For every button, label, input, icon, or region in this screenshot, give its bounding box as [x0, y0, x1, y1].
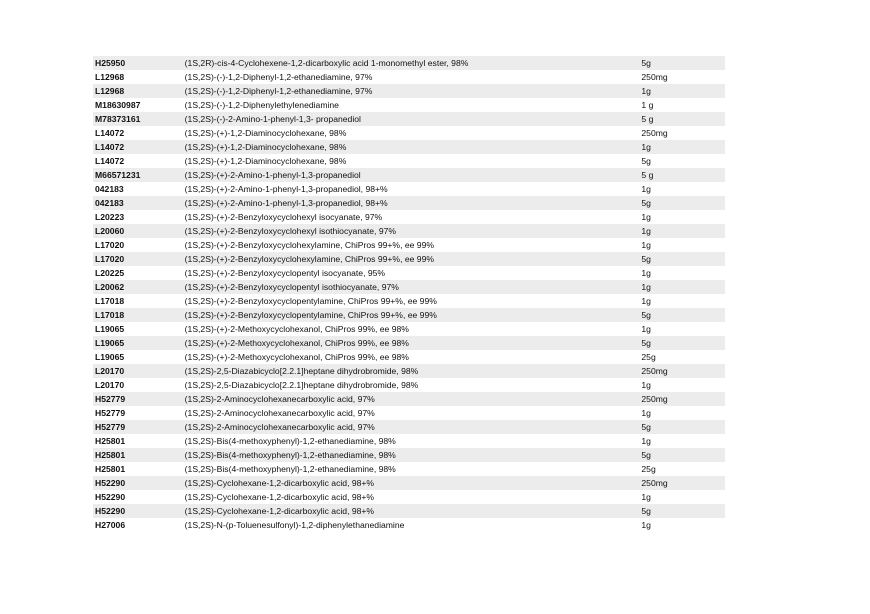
pack-size-cell: 1g [639, 490, 725, 504]
product-name-cell: (1S,2S)-2,5-Diazabicyclo[2.2.1]heptane dihydrobromide, 98% [183, 364, 640, 378]
table-row [93, 98, 725, 112]
product-code-cell: L19065 [93, 322, 183, 336]
product-name-cell: (1S,2S)-Bis(4-methoxyphenyl)-1,2-ethanediamine, 98% [183, 434, 640, 448]
product-code-cell: M18630987 [93, 98, 183, 112]
pack-size-cell: 5g [639, 448, 725, 462]
table-row [93, 308, 725, 322]
pack-size-cell: 1g [639, 210, 725, 224]
product-code-cell: L20170 [93, 378, 183, 392]
pack-size-cell: 5g [639, 336, 725, 350]
product-name-cell: (1S,2S)-(+)-2-Benzyloxycyclohexylamine, ChiPros 99+%, ee 99% [183, 238, 640, 252]
pack-size-cell: 250mg [639, 476, 725, 490]
product-code-cell: H25801 [93, 448, 183, 462]
table-row [93, 280, 725, 294]
product-name-cell: (1S,2S)-Cyclohexane-1,2-dicarboxylic acid, 98+% [183, 476, 640, 490]
pack-size-cell: 250mg [639, 126, 725, 140]
product-code-cell: L20170 [93, 364, 183, 378]
table-row [93, 322, 725, 336]
pack-size-cell: 25g [639, 462, 725, 476]
product-code-cell: L14072 [93, 140, 183, 154]
product-code-cell: H52290 [93, 476, 183, 490]
product-name-cell: (1S,2S)-(+)-2-Benzyloxycyclopentyl isocyanate, 95% [183, 266, 640, 280]
table-row [93, 448, 725, 462]
product-code-cell: L17020 [93, 238, 183, 252]
product-code-cell: L20060 [93, 224, 183, 238]
product-code-cell: L12968 [93, 70, 183, 84]
product-name-cell: (1S,2S)-(+)-2-Methoxycyclohexanol, ChiPros 99%, ee 98% [183, 322, 640, 336]
product-name-cell: (1S,2S)-2-Aminocyclohexanecarboxylic acid, 97% [183, 420, 640, 434]
product-table [93, 56, 725, 532]
table-row [93, 126, 725, 140]
product-name-cell: (1S,2S)-Bis(4-methoxyphenyl)-1,2-ethanediamine, 98% [183, 448, 640, 462]
product-name-cell: (1S,2S)-Cyclohexane-1,2-dicarboxylic acid, 98+% [183, 504, 640, 518]
product-name-cell: (1S,2S)-(+)-2-Benzyloxycyclopentylamine, ChiPros 99+%, ee 99% [183, 308, 640, 322]
product-code-cell: L17018 [93, 294, 183, 308]
pack-size-cell: 1g [639, 84, 725, 98]
product-code-cell: L17020 [93, 252, 183, 266]
table-row [93, 266, 725, 280]
product-name-cell: (1S,2S)-(+)-2-Amino-1-phenyl-1,3-propanediol [183, 168, 640, 182]
product-name-cell: (1S,2S)-(+)-2-Amino-1-phenyl-1,3-propanediol, 98+% [183, 182, 640, 196]
pack-size-cell: 5g [639, 504, 725, 518]
table-row [93, 420, 725, 434]
product-code-cell: L20225 [93, 266, 183, 280]
product-code-cell: L17018 [93, 308, 183, 322]
pack-size-cell: 25g [639, 350, 725, 364]
product-name-cell: (1S,2S)-(+)-2-Benzyloxycyclohexyl isocyanate, 97% [183, 210, 640, 224]
pack-size-cell: 5g [639, 252, 725, 266]
pack-size-cell: 5g [639, 196, 725, 210]
product-code-cell: L12968 [93, 84, 183, 98]
product-name-cell: (1S,2S)-Bis(4-methoxyphenyl)-1,2-ethanediamine, 98% [183, 462, 640, 476]
product-name-cell: (1S,2S)-(+)-2-Benzyloxycyclopentylamine, ChiPros 99+%, ee 99% [183, 294, 640, 308]
table-row [93, 182, 725, 196]
product-name-cell: (1S,2S)-(+)-2-Benzyloxycyclohexyl isothiocyanate, 97% [183, 224, 640, 238]
table-row [93, 518, 725, 532]
product-code-cell: L20223 [93, 210, 183, 224]
product-name-cell: (1S,2S)-N-(p-Toluenesulfonyl)-1,2-diphenylethanediamine [183, 518, 640, 532]
product-name-cell: (1S,2S)-Cyclohexane-1,2-dicarboxylic acid, 98+% [183, 490, 640, 504]
product-name-cell: (1S,2S)-(+)-2-Benzyloxycyclohexylamine, ChiPros 99+%, ee 99% [183, 252, 640, 266]
pack-size-cell: 1g [639, 182, 725, 196]
table-row [93, 56, 725, 70]
table-row [93, 112, 725, 126]
product-name-cell: (1S,2S)-(+)-1,2-Diaminocyclohexane, 98% [183, 126, 640, 140]
product-name-cell: (1S,2S)-2-Aminocyclohexanecarboxylic acid, 97% [183, 406, 640, 420]
table-row [93, 504, 725, 518]
product-name-cell: (1S,2S)-(-)-1,2-Diphenylethylenediamine [183, 98, 640, 112]
pack-size-cell: 1g [639, 140, 725, 154]
product-name-cell: (1S,2R)-cis-4-Cyclohexene-1,2-dicarboxylic acid 1-monomethyl ester, 98% [183, 56, 640, 70]
pack-size-cell: 1g [639, 518, 725, 532]
product-name-cell: (1S,2S)-(-)-2-Amino-1-phenyl-1,3- propanediol [183, 112, 640, 126]
product-code-cell: H27006 [93, 518, 183, 532]
product-code-cell: H52290 [93, 504, 183, 518]
pack-size-cell: 1g [639, 434, 725, 448]
table-row [93, 406, 725, 420]
pack-size-cell: 5g [639, 308, 725, 322]
pack-size-cell: 250mg [639, 364, 725, 378]
product-code-cell: H52779 [93, 406, 183, 420]
table-row [93, 154, 725, 168]
product-code-cell: L14072 [93, 126, 183, 140]
table-row [93, 224, 725, 238]
product-code-cell: H52290 [93, 490, 183, 504]
pack-size-cell: 1g [639, 378, 725, 392]
pack-size-cell: 1g [639, 322, 725, 336]
product-code-cell: H25801 [93, 462, 183, 476]
table-row [93, 84, 725, 98]
product-name-cell: (1S,2S)-2-Aminocyclohexanecarboxylic acid, 97% [183, 392, 640, 406]
product-code-cell: M66571231 [93, 168, 183, 182]
product-code-cell: H25801 [93, 434, 183, 448]
pack-size-cell: 5 g [639, 168, 725, 182]
table-row [93, 140, 725, 154]
table-row [93, 336, 725, 350]
product-name-cell: (1S,2S)-(+)-2-Methoxycyclohexanol, ChiPros 99%, ee 98% [183, 336, 640, 350]
table-row [93, 252, 725, 266]
pack-size-cell: 1g [639, 266, 725, 280]
product-code-cell: 042183 [93, 196, 183, 210]
product-code-cell: L19065 [93, 350, 183, 364]
pack-size-cell: 5g [639, 154, 725, 168]
table-row [93, 392, 725, 406]
product-code-cell: H52779 [93, 420, 183, 434]
pack-size-cell: 1 g [639, 98, 725, 112]
product-name-cell: (1S,2S)-(+)-1,2-Diaminocyclohexane, 98% [183, 154, 640, 168]
table-row [93, 168, 725, 182]
table-row [93, 364, 725, 378]
product-name-cell: (1S,2S)-(+)-2-Methoxycyclohexanol, ChiPros 99%, ee 98% [183, 350, 640, 364]
pack-size-cell: 250mg [639, 392, 725, 406]
pack-size-cell: 1g [639, 238, 725, 252]
product-code-cell: H52779 [93, 392, 183, 406]
table-row [93, 462, 725, 476]
product-name-cell: (1S,2S)-(+)-2-Amino-1-phenyl-1,3-propanediol, 98+% [183, 196, 640, 210]
pack-size-cell: 5g [639, 420, 725, 434]
table-row [93, 490, 725, 504]
table-row [93, 378, 725, 392]
product-code-cell: L14072 [93, 154, 183, 168]
product-name-cell: (1S,2S)-2,5-Diazabicyclo[2.2.1]heptane dihydrobromide, 98% [183, 378, 640, 392]
product-name-cell: (1S,2S)-(-)-1,2-Diphenyl-1,2-ethanediamine, 97% [183, 84, 640, 98]
pack-size-cell: 1g [639, 294, 725, 308]
product-name-cell: (1S,2S)-(+)-2-Benzyloxycyclopentyl isothiocyanate, 97% [183, 280, 640, 294]
table-row [93, 434, 725, 448]
product-table-body [93, 56, 725, 532]
table-row [93, 238, 725, 252]
product-code-cell: 042183 [93, 182, 183, 196]
pack-size-cell: 250mg [639, 70, 725, 84]
table-row [93, 70, 725, 84]
product-code-cell: L20062 [93, 280, 183, 294]
product-code-cell: M78373161 [93, 112, 183, 126]
product-name-cell: (1S,2S)-(+)-1,2-Diaminocyclohexane, 98% [183, 140, 640, 154]
pack-size-cell: 5 g [639, 112, 725, 126]
pack-size-cell: 1g [639, 224, 725, 238]
table-row [93, 476, 725, 490]
pack-size-cell: 5g [639, 56, 725, 70]
pack-size-cell: 1g [639, 280, 725, 294]
table-row [93, 196, 725, 210]
product-name-cell: (1S,2S)-(-)-1,2-Diphenyl-1,2-ethanediamine, 97% [183, 70, 640, 84]
table-row [93, 350, 725, 364]
table-row [93, 210, 725, 224]
pack-size-cell: 1g [639, 406, 725, 420]
product-code-cell: H25950 [93, 56, 183, 70]
table-row [93, 294, 725, 308]
product-code-cell: L19065 [93, 336, 183, 350]
